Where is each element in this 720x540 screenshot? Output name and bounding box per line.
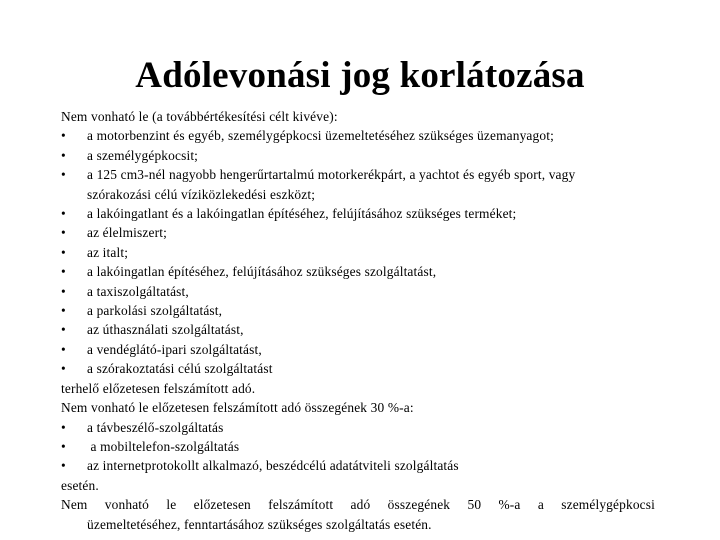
bullet-icon: • — [61, 264, 66, 280]
list-item — [61, 340, 655, 359]
bullet-icon: • — [61, 303, 66, 319]
slide-body — [61, 107, 655, 534]
list-item — [61, 359, 655, 378]
bullet-icon: • — [61, 225, 66, 241]
bullet-icon: • — [61, 147, 66, 163]
list-item — [61, 437, 655, 456]
list-item — [61, 126, 655, 145]
bullet-icon: • — [61, 322, 66, 338]
list-item — [61, 301, 655, 320]
bullet-icon: • — [61, 458, 66, 474]
list-item-text: a vendéglátó-ipari szolgáltatást, — [87, 341, 262, 357]
list-item-text: a 125 cm3-nél nagyobb hengerűrtartalmú motorkerékpárt, a yachtot és egyéb sport, vagy — [87, 167, 576, 183]
bullet-icon: • — [61, 128, 66, 144]
list-item-text: az internetprotokollt alkalmazó, beszédcélú adatátviteli szolgáltatás — [87, 458, 459, 474]
list-item-text: a lakóingatlant és a lakóingatlan építéséhez, felújításához szükséges terméket; — [87, 206, 517, 222]
bullet-icon: • — [61, 283, 66, 299]
list-item-text: az italt; — [87, 244, 129, 260]
bullet-icon: • — [61, 361, 66, 377]
list-item — [61, 320, 655, 339]
list-item — [61, 262, 655, 281]
list-item-text: a motorbenzint és egyéb, személygépkocsi üzemeltetéséhez szükséges üzemanyagot; — [87, 128, 554, 144]
bullet-icon: • — [61, 167, 66, 183]
bullet-icon: • — [61, 206, 66, 222]
list-item-text: a mobiltelefon-szolgáltatás — [87, 438, 240, 454]
bullet-icon: • — [61, 419, 66, 435]
list-item-text: a szórakoztatási célú szolgáltatást — [87, 361, 273, 377]
intro-text: Nem vonható le (a továbbértékesítési célt kivéve): — [61, 109, 338, 124]
list-item-text: a taxiszolgáltatást, — [87, 283, 189, 299]
final-paragraph-line-2: üzemeltetéséhez, fenntartásához szükséges szolgáltatás esetén. — [87, 516, 432, 532]
list-item — [61, 204, 655, 223]
after-list-text: terhelő előzetesen felszámított adó. — [61, 380, 256, 396]
list-item-text: az élelmiszert; — [87, 225, 167, 241]
bullet-icon: • — [61, 244, 66, 260]
intro-text-2: Nem vonható le előzetesen felszámított adó összegének 30 %-a: — [61, 400, 414, 416]
list-item-text: a távbeszélő-szolgáltatás — [87, 419, 224, 435]
list-item — [61, 243, 655, 262]
list-item-text: az úthasználati szolgáltatást, — [87, 322, 244, 338]
list-item — [61, 146, 655, 165]
list-item — [61, 282, 655, 301]
final-paragraph-line-1: Nem vonható le előzetesen felszámított adó összegének 50 %-a a személygépkocsi — [61, 497, 655, 513]
list-item-continuation: szórakozási célú víziközlekedési eszközt; — [87, 186, 316, 202]
list-item-text: a parkolási szolgáltatást, — [87, 303, 223, 319]
list-item-text: a személygépkocsit; — [87, 147, 199, 163]
bullet-icon: • — [61, 341, 66, 357]
after-list-text-2: esetén. — [61, 477, 99, 493]
list-item-text: a lakóingatlan építéséhez, felújításához szükséges szolgáltatást, — [87, 264, 437, 280]
list-item — [61, 418, 655, 437]
list-item — [61, 456, 655, 475]
list-item — [61, 165, 655, 184]
slide-title: Adólevonási jog korlátozása — [135, 55, 585, 96]
list-item — [61, 223, 655, 242]
bullet-icon: • — [61, 438, 66, 454]
